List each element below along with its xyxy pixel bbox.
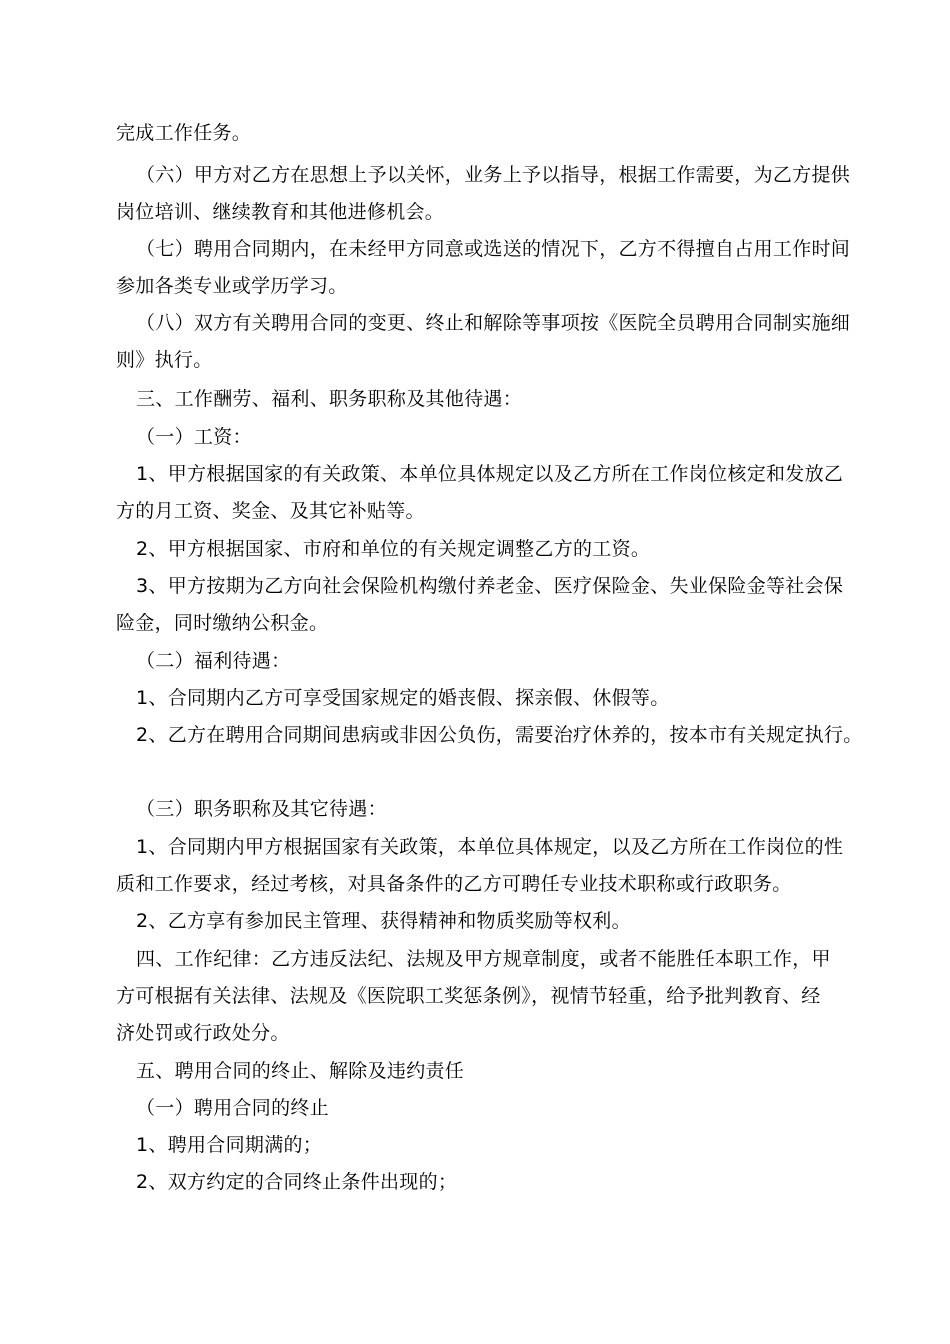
text-line: 3、甲方按期为乙方向社会保险机构缴付养老金、医疗保险金、失业保险金等社会保 (136, 575, 844, 597)
text-line: （六）甲方对乙方在思想上予以关怀，业务上予以指导，根据工作需要，为乙方提供 (136, 164, 851, 186)
subsection-heading: （二）福利待遇： (136, 650, 291, 672)
subsection-heading: （三）职务职称及其它待遇： (136, 798, 387, 820)
text-line: 岗位培训、继续教育和其他进修机会。 (116, 201, 445, 223)
text-line: 完成工作任务。 (116, 122, 252, 144)
text-line: 2、乙方享有参加民主管理、获得精神和物质奖励等权利。 (136, 910, 631, 932)
text-line: （七）聘用合同期内，在未经甲方同意或选送的情况下，乙方不得擅自占用工作时间 (136, 238, 851, 260)
text-line: 2、甲方根据国家、市府和单位的有关规定调整乙方的工资。 (136, 538, 651, 560)
text-line: 济处罚或行政处分。 (116, 1022, 290, 1044)
text-line: 1、合同期内甲方根据国家有关政策，本单位具体规定，以及乙方所在工作岗位的性 (136, 836, 844, 858)
text-line: 险金，同时缴纳公积金。 (116, 612, 329, 634)
text-line: 1、合同期内乙方可享受国家规定的婚丧假、探亲假、休假等。 (136, 687, 670, 709)
text-line: 2、双方约定的合同终止条件出现的； (136, 1171, 458, 1193)
text-line: （八）双方有关聘用合同的变更、终止和解除等事项按《医院全员聘用合同制实施细 (136, 312, 851, 334)
text-line: 方的月工资、奖金、及其它补贴等。 (116, 500, 425, 522)
section-heading: 五、聘用合同的终止、解除及违约责任 (136, 1060, 465, 1082)
text-line: 1、聘用合同期满的； (136, 1134, 323, 1156)
text-line: 则》执行。 (116, 349, 213, 371)
text-line: 2、乙方在聘用合同期间患病或非因公负伤，需要治疗休养的，按本市有关规定执行。 (136, 724, 863, 746)
subsection-heading: （一）工资： (136, 426, 252, 448)
text-line: 质和工作要求，经过考核，对具备条件的乙方可聘任专业技术职称或行政职务。 (116, 873, 792, 895)
text-line: 1、甲方根据国家的有关政策、本单位具体规定以及乙方所在工作岗位核定和发放乙 (136, 463, 844, 485)
text-line: 参加各类专业或学历学习。 (116, 275, 348, 297)
section-heading: 四、工作纪律：乙方违反法纪、法规及甲方规章制度，或者不能胜任本职工作，甲 (136, 948, 831, 970)
section-heading: 三、工作酬劳、福利、职务职称及其他待遇： (136, 388, 523, 410)
text-line: 方可根据有关法律、法规及《医院职工奖惩条例》，视情节轻重，给予批判教育、经 (116, 985, 821, 1007)
subsection-heading: （一）聘用合同的终止 (136, 1097, 330, 1119)
